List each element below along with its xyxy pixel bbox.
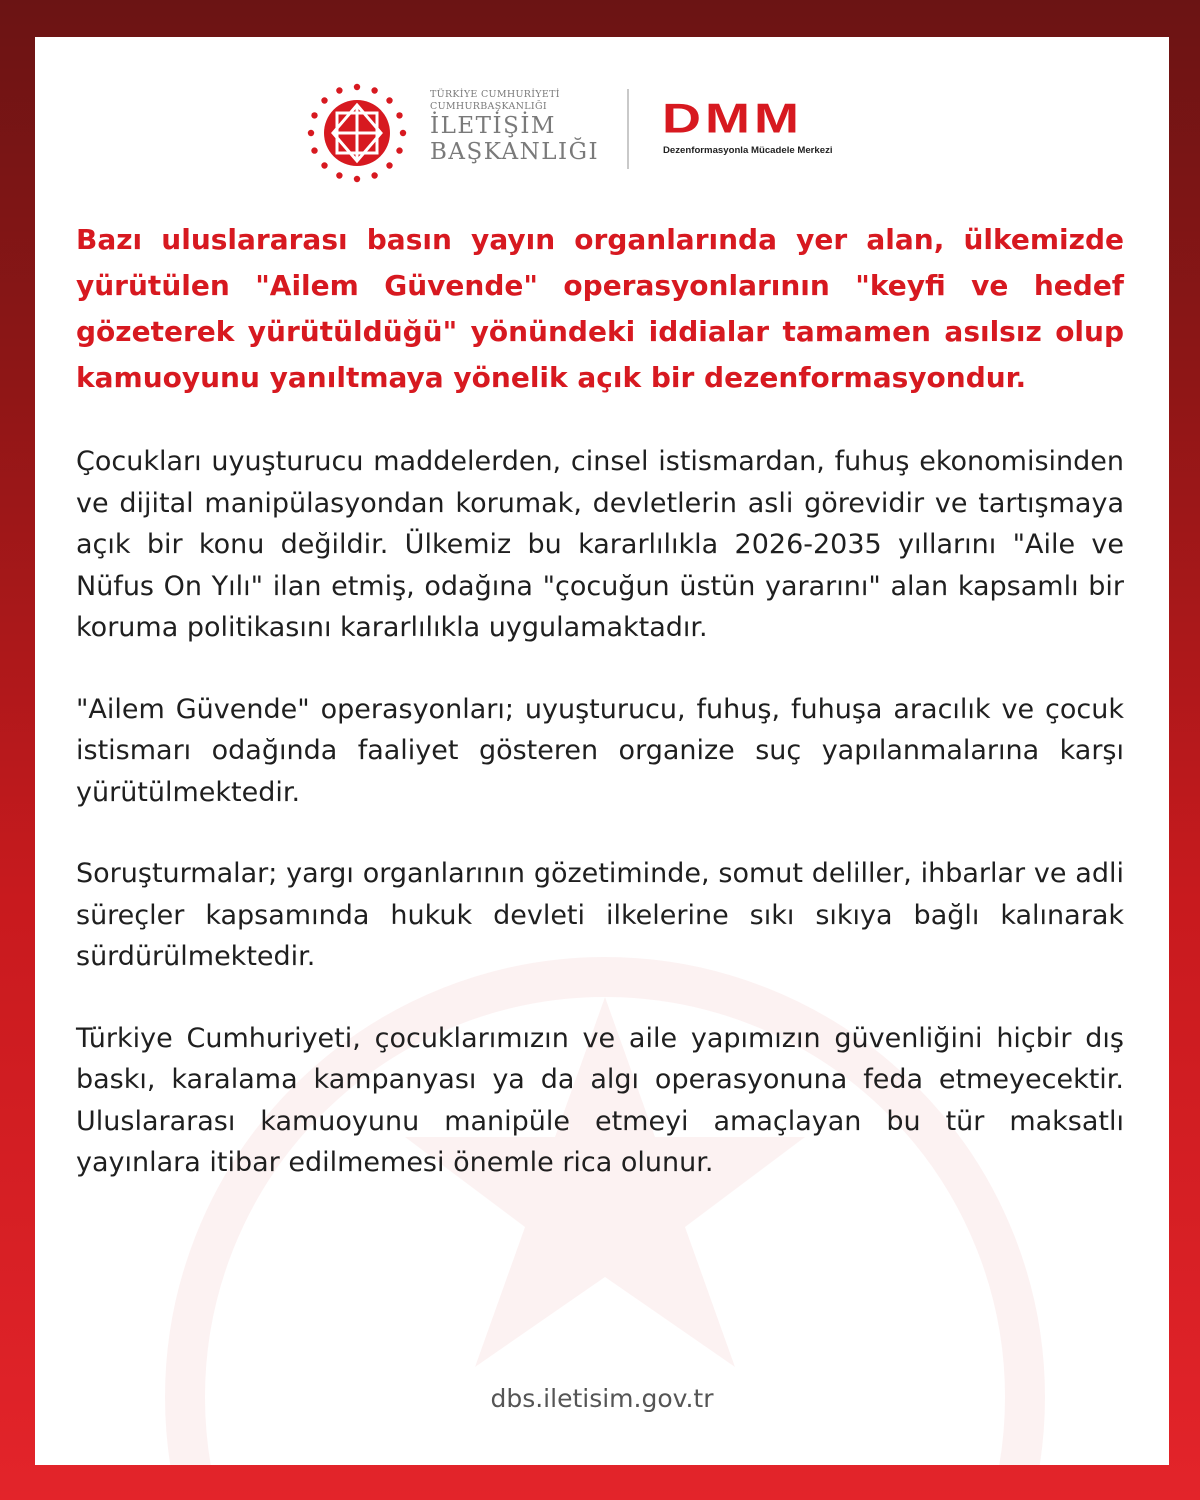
statement-card xyxy=(35,37,1169,1465)
paragraph-investigations: Soruşturmalar; yargı organlarının gözetiminde, somut deliller, ihbarlar ve adli süreçler kapsamında hukuk devleti ilkelerine sıkı sıkıya bağlı kalınarak sürdürülmektedir. xyxy=(76,858,1124,972)
logo-divider xyxy=(627,89,629,169)
republic-emblem-icon xyxy=(305,81,409,185)
logo-line-republic: TÜRKİYE CUMHURİYETİ xyxy=(430,89,560,100)
footer-url: dbs.iletisim.gov.tr xyxy=(490,1384,714,1413)
paragraph-conclusion: Türkiye Cumhuriyeti, çocuklarımızın ve aile yapımızın güvenliğini hiçbir dış baskı, karalama kampanyası ya da algı operasyonuna feda etmeyecektir. Uluslararası kamuoyunu manipüle etmeyi amaçlayan bu tür maksatlı yayınlara itibar edilmemesi önemle rica olunur. xyxy=(76,1022,1124,1178)
logo-line-presidency: CUMHURBAŞKANLIĞI xyxy=(430,101,547,112)
paragraph-operations: "Ailem Güvende" operasyonları; uyuşturucu, fuhuş, fuhuşa aracılık ve çocuk istismarı odağında faaliyet gösteren organize suç yapılanmalarına karşı yürütülmektedir. xyxy=(76,693,1124,808)
dmm-logo-mark: DMM xyxy=(662,95,803,142)
paragraph-child-protection: Çocukları uyuşturucu maddelerden, cinsel istismardan, fuhuş ekonomisinden ve dijital manipülasyondan korumak, devletlerin asli görevidir ve tartışmaya açık bir konu değildir. Ülkemiz bu kararlılıkla 2026-2035 yıllarını "Aile ve Nüfus On Yılı" ilan etmiş, odağına "çocuğun üstün yararını" alan kapsamlı bir koruma politikasını kararlılıkla uygulamaktadır. xyxy=(76,446,1124,643)
lead-statement: Bazı uluslararası basın yayın organlarında yer alan, ülkemizde yürütülen "Ailem Güvende" operasyonlarının "keyfi ve hedef gözeterek yürütüldüğü" yönündeki iddialar tamamen asılsız olup kamuoyunu yanıltmaya yönelik açık bir dezenformasyondur. xyxy=(76,223,1124,394)
iletisim-baskanligi-logo xyxy=(430,89,620,165)
header-logos xyxy=(35,37,1169,227)
logo-line-baskanligi: BAŞKANLIĞI xyxy=(430,139,600,165)
logo-line-iletisim: İLETİŞİM xyxy=(430,113,556,139)
statement-body xyxy=(76,217,1124,1224)
dmm-logo-subtitle: Dezenformasyonla Mücadele Merkezi xyxy=(663,145,833,156)
